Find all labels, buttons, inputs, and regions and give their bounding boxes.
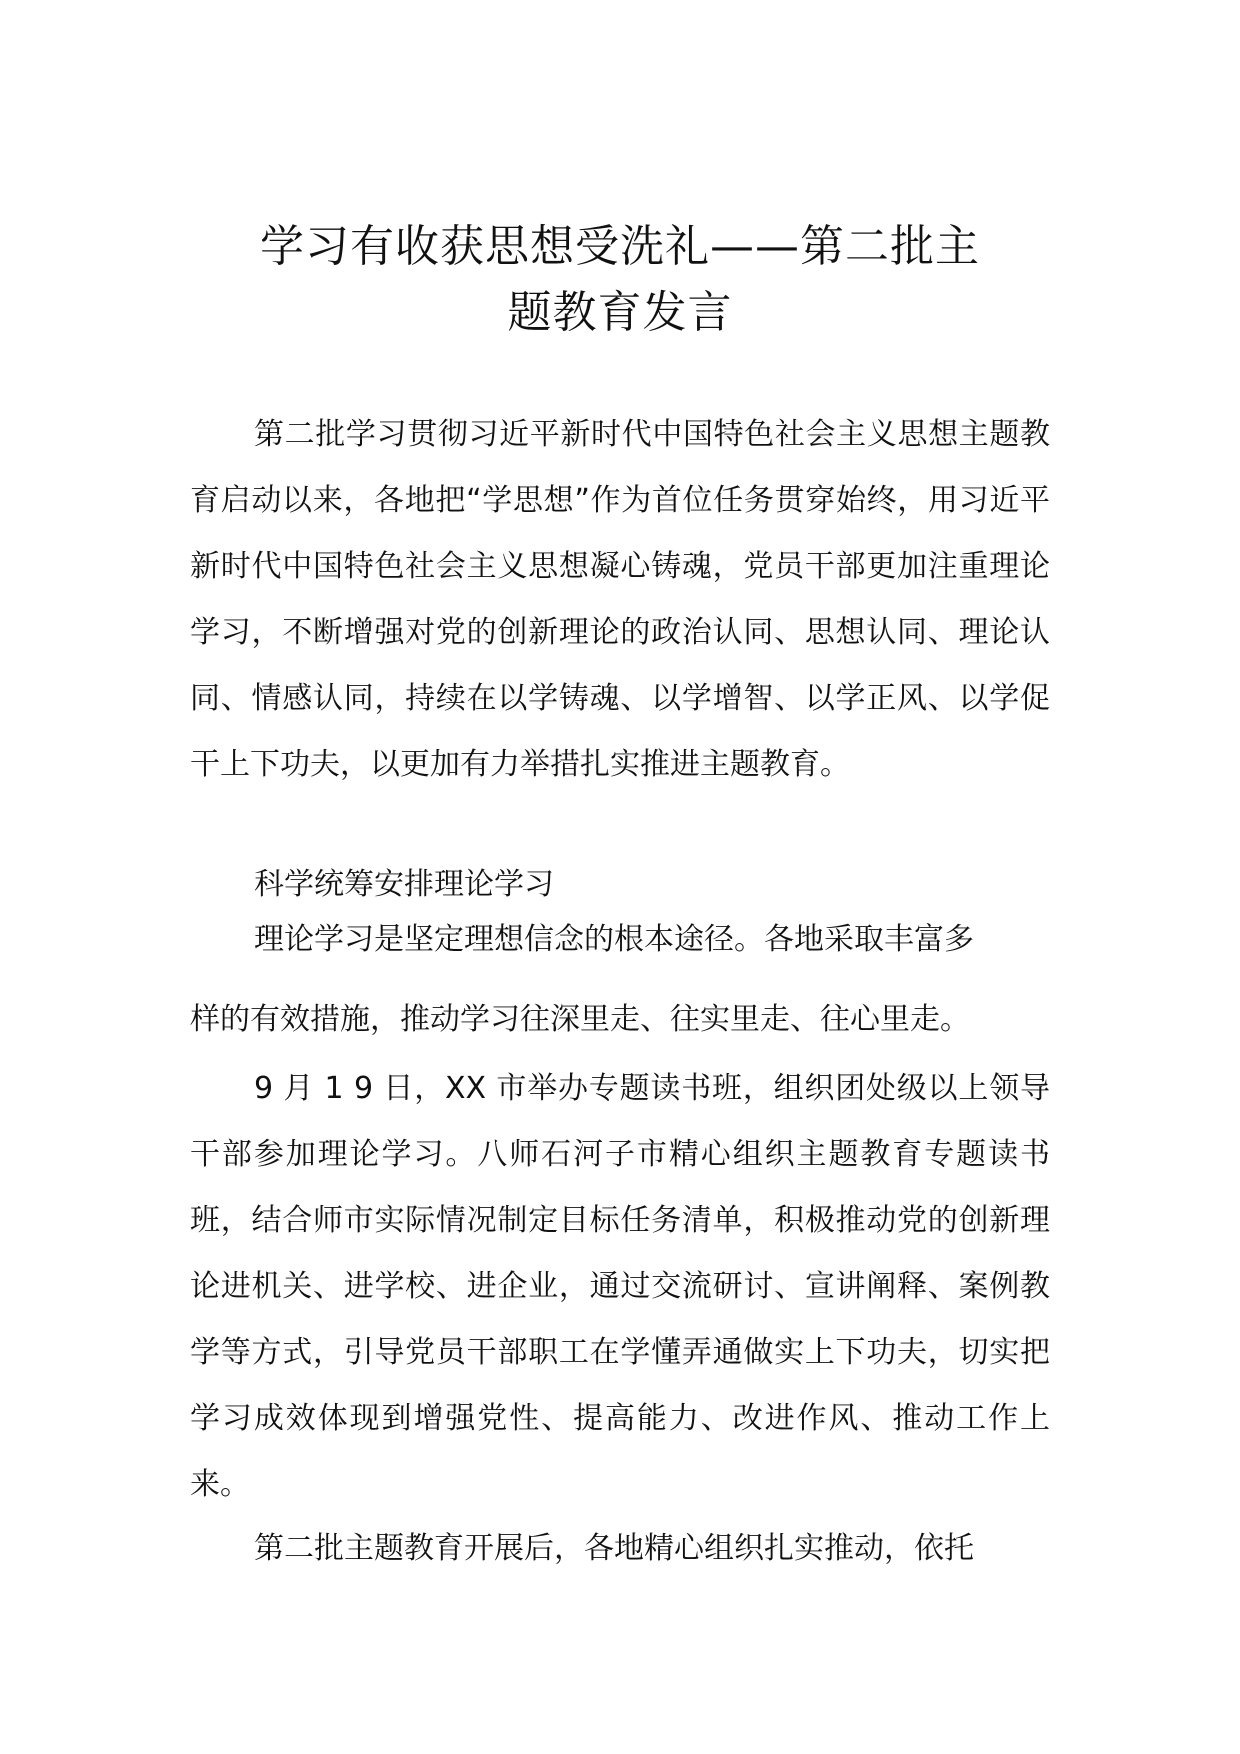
section-heading: 科学统筹安排理论学习 <box>254 867 554 902</box>
paragraph-intro: 第二批学习贯彻习近平新时代中国特色社会主义思想主题教育启动以来，各地把“学思想”作为首位任务贯穿始终，用习近平新时代中国特色社会主义思想凝心铸魂，党员干部更加注重理论学习，不断增强对党的创新理论的政治认同、思想认同、理论认同、情感认同，持续在以学铸魂、以学增智、以学正风、以学促干上下功夫，以更加有力举措扎实推进主题教育。 <box>190 417 1050 782</box>
paragraph-theory-line-2: 样的有效措施，推动学习往深里走、往实里走、往心里走。 <box>190 1002 970 1037</box>
paragraph-second-batch: 第二批主题教育开展后，各地精心组织扎实推动，依托 <box>254 1531 974 1566</box>
paragraph-reading-class: 9 月 1 9 日，XX 市举办专题读书班，组织团处级以上领导干部参加理论学习。八师石河子市精心组织主题教育专题读书班，结合师市实际情况制定目标任务清单，积极推动党的创新理论进机关、进学校、进企业，通过交流研讨、宣讲阐释、案例教学等方式，引导党员干部职工在学懂弄通做实上下功夫，切实把学习成效体现到增强党性、提高能力、改进作风、推动工作上来。 <box>190 1071 1050 1502</box>
document-title-line-1: 学习有收获思想受洗礼——第二批主 <box>260 221 980 272</box>
document-title-line-2: 题教育发言 <box>507 287 733 338</box>
paragraph-theory-line-1: 理论学习是坚定理想信念的根本途径。各地采取丰富多 <box>254 922 974 957</box>
document-title <box>190 214 1050 346</box>
